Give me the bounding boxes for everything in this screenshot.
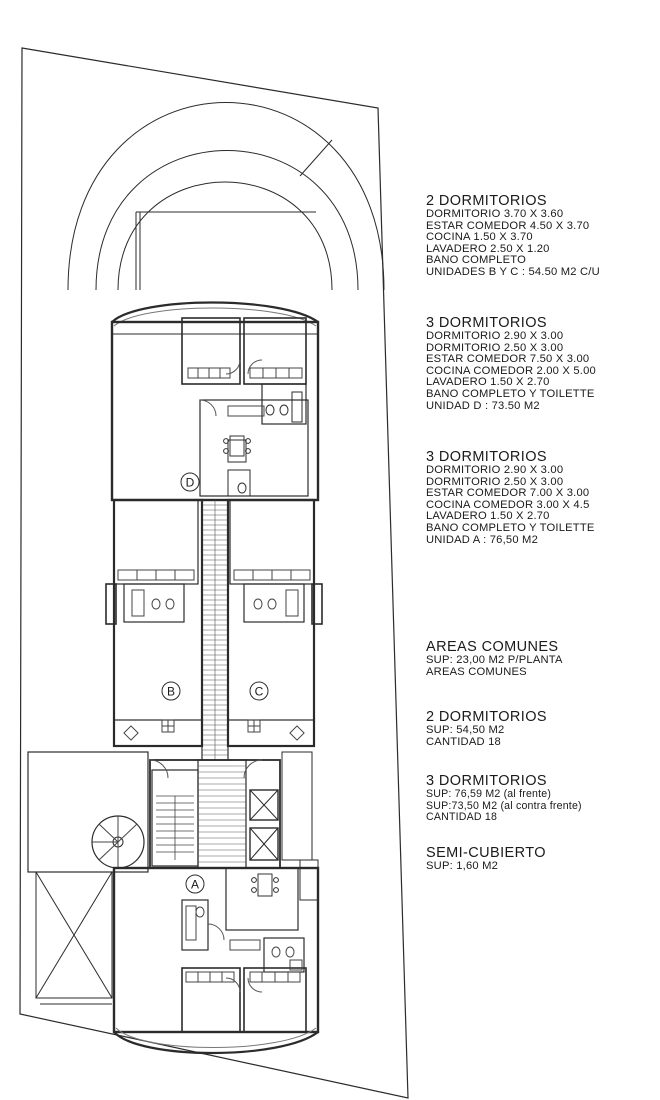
note-line: ESTAR COMEDOR 4.50 X 3.70 xyxy=(426,219,590,232)
note-title: 2 DORMITORIOS xyxy=(426,193,547,209)
note-line: LAVADERO 1.50 X 2.70 xyxy=(426,376,550,389)
note-title: AREAS COMUNES xyxy=(426,639,559,655)
note-resumen-3-dormitorios xyxy=(426,774,658,824)
note-line: COCINA COMEDOR 3.00 X 4.5 xyxy=(426,498,590,511)
note-line: SUP: 23,00 M2 P/PLANTA xyxy=(426,654,563,666)
note-line: UNIDAD A : 76,50 M2 xyxy=(426,533,538,546)
note-line: CANTIDAD 18 xyxy=(426,811,498,824)
note-title: 3 DORMITORIOS xyxy=(426,315,547,331)
note-line: ESTAR COMEDOR 7.00 X 3.00 xyxy=(426,487,590,500)
note-line: SUP: 1,60 M2 xyxy=(426,860,499,872)
note-areas-comunes xyxy=(426,640,658,678)
note-line: SUP: 76,59 M2 (al frente) xyxy=(426,788,552,800)
note-line: AREAS COMUNES xyxy=(426,665,527,678)
note-title: 3 DORMITORIOS xyxy=(426,773,547,789)
note-line: SUP:73,50 M2 (al contra frente) xyxy=(426,799,582,812)
note-3-dormitorios-unidad-d xyxy=(426,316,658,412)
note-line: DORMITORIO 2.90 X 3.00 xyxy=(426,330,564,342)
left-yard xyxy=(28,752,148,872)
note-line: UNIDADES B Y C : 54.50 M2 C/U xyxy=(426,265,600,278)
unit-b-outline xyxy=(114,500,202,746)
note-line: LAVADERO 1.50 X 2.70 xyxy=(426,510,550,523)
note-2-dormitorios xyxy=(426,194,658,279)
note-line: DORMITORIO 3.70 X 3.60 xyxy=(426,208,564,220)
note-line: COCINA 1.50 X 3.70 xyxy=(426,231,533,244)
note-line: UNIDAD D : 73.50 M2 xyxy=(426,399,540,412)
unit-c-outline xyxy=(228,500,314,746)
note-line: ESTAR COMEDOR 7.50 X 3.00 xyxy=(426,353,590,366)
note-line: CANTIDAD 18 xyxy=(426,735,501,748)
garden-arc-inner xyxy=(118,182,332,290)
note-line: DORMITORIO 2.90 X 3.00 xyxy=(426,464,564,476)
unit-label-d: D xyxy=(185,475,195,490)
note-line: SUP: 54,50 M2 xyxy=(426,724,505,736)
note-line: DORMITORIO 2.50 X 3.00 xyxy=(426,341,564,354)
unit-label-c: C xyxy=(254,684,264,699)
note-title: SEMI-CUBIERTO xyxy=(426,845,546,861)
unit-label-b: B xyxy=(166,684,176,699)
note-line: LAVADERO 2.50 X 1.20 xyxy=(426,242,550,255)
unit-label-a: A xyxy=(190,877,200,892)
note-resumen-2-dormitorios xyxy=(426,710,658,748)
note-title: 2 DORMITORIOS xyxy=(426,709,547,725)
lot-boundary xyxy=(20,48,408,1098)
note-semi-cubierto xyxy=(426,846,658,873)
balcony-top xyxy=(112,303,318,323)
balcony-bottom xyxy=(114,1032,318,1053)
note-title: 3 DORMITORIOS xyxy=(426,449,547,465)
note-3-dormitorios-unidad-a xyxy=(426,450,658,546)
note-line: DORMITORIO 2.50 X 3.00 xyxy=(426,475,564,488)
note-line: BANO COMPLETO Y TOILETTE xyxy=(426,521,595,534)
note-line: BANO COMPLETO Y TOILETTE xyxy=(426,387,595,400)
garden-arc-outer xyxy=(68,103,384,291)
note-line: COCINA COMEDOR 2.00 X 5.00 xyxy=(426,364,596,377)
unit-a-outline xyxy=(114,868,318,1032)
garden-arc-middle xyxy=(96,151,358,291)
note-line: BANO COMPLETO xyxy=(426,254,526,267)
